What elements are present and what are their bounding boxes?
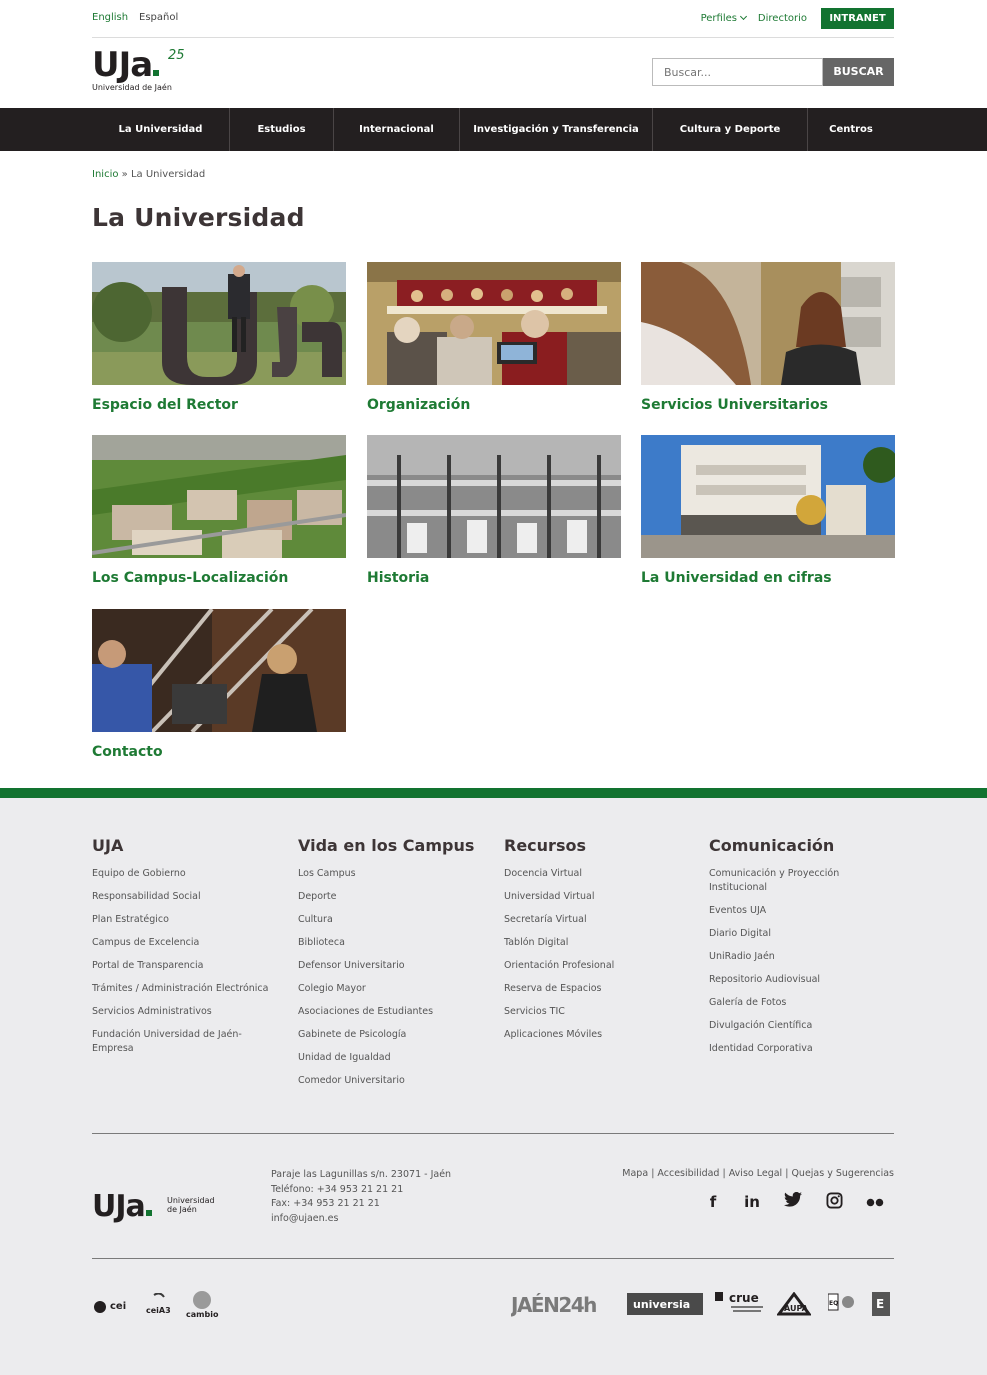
main-nav bbox=[0, 108, 987, 151]
footer bbox=[0, 798, 987, 1375]
card-title[interactable]: Contacto bbox=[92, 744, 163, 760]
footer-address bbox=[271, 1168, 451, 1226]
footer-link[interactable]: UniRadio Jaén bbox=[709, 951, 775, 962]
card-historia[interactable] bbox=[367, 435, 621, 586]
top-bar bbox=[92, 0, 894, 38]
page-title: La Universidad bbox=[92, 203, 305, 232]
legal-separator: | bbox=[785, 1168, 789, 1179]
card-espacio-rector[interactable] bbox=[92, 262, 346, 413]
footer-column-recursos bbox=[504, 836, 694, 1051]
footer-column-title: Vida en los Campus bbox=[298, 836, 475, 855]
twitter-icon[interactable] bbox=[783, 1192, 803, 1212]
footer-link[interactable]: Docencia Virtual bbox=[504, 868, 582, 879]
legal-link-mapa[interactable]: Mapa bbox=[622, 1168, 649, 1179]
linkedin-icon[interactable]: in bbox=[744, 1193, 760, 1211]
legal-link-quejas[interactable]: Quejas y Sugerencias bbox=[791, 1168, 894, 1179]
logo-wordmark: UJa bbox=[92, 48, 192, 82]
footer-accent-bar bbox=[0, 788, 987, 798]
card-title[interactable]: Los Campus-Localización bbox=[92, 570, 289, 586]
sponsor-logo-universia[interactable] bbox=[627, 1293, 703, 1319]
sponsor-logo-ceia3[interactable] bbox=[144, 1293, 176, 1323]
footer-column-title: Comunicación bbox=[709, 836, 835, 855]
card-servicios-universitarios[interactable] bbox=[641, 262, 895, 413]
sponsor-logo-cambio[interactable] bbox=[185, 1290, 219, 1324]
fax-line: Fax: +34 953 21 21 21 bbox=[271, 1198, 380, 1209]
footer-link[interactable]: Reserva de Espacios bbox=[504, 983, 602, 994]
footer-link[interactable]: Repositorio Audiovisual bbox=[709, 974, 821, 985]
legal-separator: | bbox=[722, 1168, 726, 1179]
nav-item-la-universidad[interactable]: La Universidad bbox=[118, 124, 203, 135]
breadcrumb-separator: » bbox=[121, 169, 128, 180]
breadcrumb-current: La Universidad bbox=[130, 169, 206, 180]
footer-column-comunicacion bbox=[709, 836, 899, 1065]
footer-link[interactable]: Colegio Mayor bbox=[298, 983, 366, 994]
footer-logo-subtitle: Universidad de Jaén bbox=[167, 1196, 215, 1214]
footer-link[interactable]: Divulgación Científica bbox=[709, 1020, 813, 1031]
search-input[interactable] bbox=[652, 58, 823, 86]
card-universidad-cifras[interactable] bbox=[641, 435, 895, 586]
intranet-button[interactable]: INTRANET bbox=[821, 8, 894, 29]
footer-link[interactable]: Fundación Universidad de Jaén-Empresa bbox=[92, 1029, 242, 1054]
card-title[interactable]: La Universidad en cifras bbox=[641, 570, 832, 586]
footer-link[interactable]: Asociaciones de Estudiantes bbox=[298, 1006, 434, 1017]
footer-link[interactable]: Biblioteca bbox=[298, 937, 345, 948]
footer-link[interactable]: Galería de Fotos bbox=[709, 997, 787, 1008]
nav-item-cultura-deporte[interactable]: Cultura y Deporte bbox=[679, 124, 781, 135]
phone-line: Teléfono: +34 953 21 21 21 bbox=[271, 1183, 404, 1195]
card-image[interactable] bbox=[641, 262, 895, 385]
footer-link[interactable]: Secretaría Virtual bbox=[504, 914, 587, 925]
flickr-icon[interactable] bbox=[865, 1192, 885, 1212]
footer-link[interactable]: Cultura bbox=[298, 914, 333, 925]
card-image[interactable] bbox=[367, 435, 621, 558]
footer-link[interactable]: Identidad Corporativa bbox=[709, 1043, 813, 1054]
card-image[interactable] bbox=[92, 262, 346, 385]
sponsor-logo-eq[interactable] bbox=[828, 1292, 856, 1318]
facebook-icon[interactable]: f bbox=[709, 1193, 717, 1211]
footer-link[interactable]: Gabinete de Psicología bbox=[298, 1029, 407, 1040]
nav-item-investigacion[interactable]: Investigación y Transferencia bbox=[473, 124, 639, 135]
sponsor-label: JAÉN24h bbox=[511, 1293, 596, 1317]
card-image[interactable] bbox=[92, 435, 346, 558]
footer-uja-logo[interactable] bbox=[92, 1189, 215, 1224]
footer-link[interactable]: Los Campus bbox=[298, 868, 356, 879]
breadcrumb bbox=[92, 169, 205, 180]
footer-link[interactable]: Deporte bbox=[298, 891, 337, 902]
sponsor-logo-cei[interactable] bbox=[92, 1295, 132, 1322]
footer-link[interactable]: Aplicaciones Móviles bbox=[504, 1029, 603, 1040]
instagram-icon[interactable] bbox=[824, 1192, 844, 1212]
footer-link[interactable]: Equipo de Gobierno bbox=[92, 868, 186, 879]
legal-link-accesibilidad[interactable]: Accesibilidad bbox=[657, 1168, 720, 1179]
uja-logo[interactable] bbox=[92, 45, 192, 96]
sponsor-label: universia bbox=[633, 1298, 691, 1311]
card-title[interactable]: Historia bbox=[367, 570, 430, 586]
footer-column-uja bbox=[92, 836, 282, 1065]
footer-link[interactable]: Portal de Transparencia bbox=[92, 960, 204, 971]
logo-subtitle: Universidad de Jaén bbox=[92, 83, 172, 92]
card-image[interactable] bbox=[92, 609, 346, 732]
footer-column-vida-campus bbox=[298, 836, 488, 1097]
footer-divider bbox=[92, 1258, 894, 1259]
footer-link[interactable]: Unidad de Igualdad bbox=[298, 1052, 391, 1063]
lang-english-link[interactable]: English bbox=[92, 12, 129, 23]
footer-link[interactable]: Eventos UJA bbox=[709, 905, 767, 916]
card-campus-localizacion[interactable] bbox=[92, 435, 346, 586]
anniversary-badge: 25 bbox=[168, 48, 185, 63]
perfiles-dropdown[interactable] bbox=[701, 13, 746, 24]
card-title[interactable]: Espacio del Rector bbox=[92, 397, 238, 413]
logo-dot bbox=[146, 1210, 152, 1216]
footer-link[interactable]: Responsabilidad Social bbox=[92, 891, 201, 902]
footer-link[interactable]: Defensor Universitario bbox=[298, 960, 405, 971]
footer-column-title: Recursos bbox=[504, 836, 586, 855]
card-title[interactable]: Organización bbox=[367, 397, 471, 413]
footer-legal-links bbox=[622, 1168, 894, 1179]
sponsor-logo-e[interactable] bbox=[872, 1292, 890, 1320]
sponsor-label: EQ bbox=[829, 1300, 839, 1307]
legal-separator: | bbox=[651, 1168, 655, 1179]
card-image[interactable] bbox=[367, 262, 621, 385]
sponsor-label: cei bbox=[110, 1301, 127, 1312]
sponsor-label: ceiA3 bbox=[146, 1306, 171, 1315]
logo-dot bbox=[153, 70, 159, 76]
nav-item-centros[interactable]: Centros bbox=[829, 124, 873, 135]
card-title[interactable]: Servicios Universitarios bbox=[641, 397, 828, 413]
address-line: Paraje las Lagunillas s/n. 23071 - Jaén bbox=[271, 1169, 452, 1180]
footer-link[interactable]: Servicios Administrativos bbox=[92, 1006, 212, 1017]
footer-link[interactable]: Universidad Virtual bbox=[504, 891, 595, 902]
card-image[interactable] bbox=[641, 435, 895, 558]
footer-link[interactable]: Servicios TIC bbox=[504, 1006, 565, 1017]
email-link[interactable]: info@ujaen.es bbox=[271, 1212, 339, 1224]
sponsor-label: crue bbox=[729, 1291, 759, 1305]
perfiles-label: Perfiles bbox=[700, 13, 737, 24]
card-organizacion[interactable] bbox=[367, 262, 621, 413]
breadcrumb-home-link[interactable]: Inicio bbox=[92, 169, 119, 180]
footer-divider bbox=[92, 1133, 894, 1134]
footer-logo-wordmark: UJa bbox=[92, 1192, 152, 1222]
lang-spanish-link[interactable]: Español bbox=[139, 12, 179, 23]
sponsor-logo-jaen24h[interactable] bbox=[511, 1292, 615, 1322]
sponsor-label: AUPA bbox=[784, 1304, 808, 1313]
sponsor-logo-aupa[interactable] bbox=[777, 1292, 811, 1320]
nav-item-estudios[interactable]: Estudios bbox=[257, 124, 306, 135]
footer-link[interactable]: Comunicación y Proyección Institucional bbox=[709, 868, 840, 893]
footer-link[interactable]: Campus de Excelencia bbox=[92, 937, 200, 948]
sponsor-label: cambio bbox=[186, 1310, 219, 1319]
footer-link[interactable]: Trámites / Administración Electrónica bbox=[92, 983, 269, 994]
card-contacto[interactable] bbox=[92, 609, 346, 760]
footer-link[interactable]: Plan Estratégico bbox=[92, 914, 169, 925]
legal-link-aviso-legal[interactable]: Aviso Legal bbox=[728, 1168, 783, 1179]
footer-column-title: UJA bbox=[92, 836, 124, 855]
sponsor-label: E bbox=[876, 1297, 885, 1311]
search-button[interactable]: BUSCAR bbox=[823, 58, 894, 86]
nav-item-internacional[interactable]: Internacional bbox=[359, 124, 434, 135]
sponsor-logo-crue[interactable] bbox=[715, 1290, 767, 1320]
footer-link[interactable]: Diario Digital bbox=[709, 928, 771, 939]
footer-link[interactable]: Orientación Profesional bbox=[504, 960, 615, 971]
chevron-down-icon bbox=[740, 13, 747, 20]
directorio-link[interactable]: Directorio bbox=[757, 13, 807, 24]
footer-link[interactable]: Tablón Digital bbox=[504, 937, 569, 948]
footer-link[interactable]: Comedor Universitario bbox=[298, 1075, 405, 1086]
